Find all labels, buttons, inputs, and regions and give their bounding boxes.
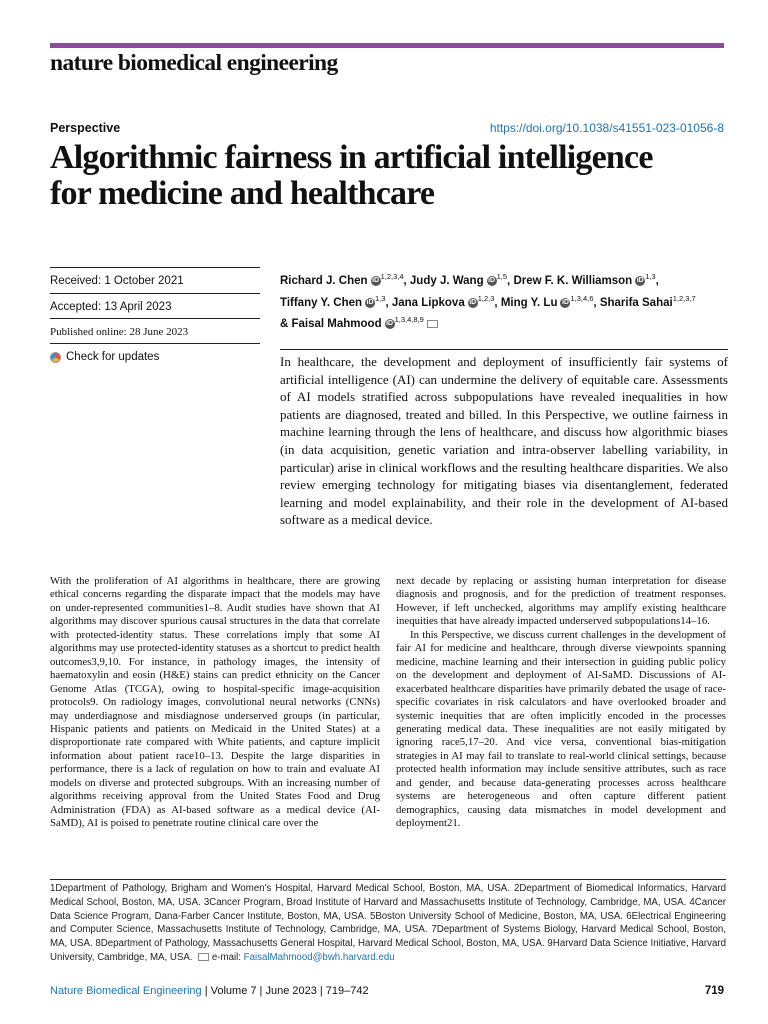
accepted-date: Accepted: 13 April 2023 bbox=[50, 293, 260, 313]
title-line-2: for medicine and healthcare bbox=[50, 175, 435, 212]
author[interactable]: Jana Lipkova iD $^{1,2,3}$, bbox=[391, 293, 498, 309]
article-type: Perspective bbox=[50, 121, 121, 135]
title-line-1: Algorithmic fairness in artificial intelligence bbox=[50, 139, 653, 176]
email-link[interactable]: FaisalMahmood@bwh.harvard.edu bbox=[243, 951, 395, 963]
affiliations-text: 1Department of Pathology, Brigham and Women's Hospital, Harvard Medical School, Boston, MA, USA. 2Department of Biomedical Informatics, Harvard Medical School, Boston, MA, USA. 3Cancer Program, Broad Institute of Harvard and Massachusetts Institute of Technology, Cambridge, MA, USA. 4Cancer Data Science Program, Dana-Farber Cancer Institute, Boston, MA, USA. 5Boston University School of Medicine, Boston, MA, USA. 6Electrical Engineering and Computer Science, Massachusetts Institute of Technology, Cambridge, MA, USA. 7Department of Systems Biology, Harvard Medical School, Boston, MA, USA. 8Department of Pathology, Massachusetts General Hospital, Harvard Medical School, Boston, MA, USA. 9Harvard Data Science Initiative, Harvard University, Cambridge, MA, USA. bbox=[50, 883, 726, 963]
footer-issue: | Volume 7 | June 2023 | 719–742 bbox=[201, 985, 369, 997]
email-label: e-mail: bbox=[211, 951, 241, 963]
corresponding-author[interactable]: & Faisal Mahmood iD $^{1,3,4,8,9}$ bbox=[280, 318, 438, 330]
page-footer bbox=[50, 985, 369, 997]
footer-journal-link[interactable]: Nature Biomedical Engineering bbox=[50, 985, 202, 997]
author[interactable]: Tiffany Y. Chen iD $^{1,3}$, bbox=[280, 293, 389, 309]
body-paragraph: In this Perspective, we discuss current challenges in the development of fair AI for medicine and healthcare, through diverse viewpoints spanning medicine, machine learning and their intersection in guiding public policy on the development and deployment of AI-SaMD. Discussions of AI-exacerbated healthcare disparities have primarily debated the usage of race-specific covariates in risk calculators and have overlooked broader and systemic inequities that are often implicitly encoded in the processes generating medical data. These inequalities are not easily mitigated by ignoring race5,17–20. And vice versa, conventional bias-mitigation strategies in AI may fail to translate to real-world clinical settings, because protected health information may include sensitive attributes, such as race and gender, and because data-generating processes across healthcare systems are heterogeneous and often capture different patient demographics, causing data mismatches in model development and deployment21. bbox=[396, 628, 726, 830]
email-envelope-icon[interactable] bbox=[427, 320, 438, 328]
published-date: Published online: 28 June 2023 bbox=[50, 318, 260, 338]
body-paragraph: With the proliferation of AI algorithms in healthcare, there are growing ethical concerns regarding the disparate impact that the models may have on under-represented communities1–8. Audit studies have shown that AI algorithms may discover spurious causal structures in the data that correlate with protected-identity status. These correlations imply that some AI algorithms may use protected-identity statuses as a shortcut to predict health outcomes3,9,10. For instance, in pathology images, the intensity of haematoxylin and eosin (H&E) stains can predict ethnicity on the Cancer Genome Atlas (TCGA), owing to hospital-specific image-acquisition protocols9. On radiology images, convolutional neural networks (CNNs) may underdiagnose and misdiagnose underserved groups (in particular, Hispanic patients and patients on Medicaid in the United States) at a disproportionate rate compared with White patients, and capture implicit information about patient race10–13. Despite the large disparities in performance, there is a lack of regulation on how to train and evaluate AI models on diverse and protected subgroups. With an increasing number of algorithms receiving approval from the United States Food and Drug Administration (FDA) as AI-based software as a medical device (AI-SaMD), AI is poised to penetrate routine clinical care over the bbox=[50, 575, 380, 830]
email-icon bbox=[198, 953, 209, 961]
author[interactable]: Ming Y. Lu iD $^{1,3,4,6}$, bbox=[500, 293, 597, 309]
page-number: 719 bbox=[704, 985, 724, 997]
check-updates-label: Check for updates bbox=[66, 351, 160, 363]
affiliations bbox=[50, 879, 726, 965]
author-list bbox=[280, 268, 730, 333]
author[interactable]: Judy J. Wang iD $^{1,5}$, bbox=[409, 272, 511, 287]
journal-logo: nature biomedical engineering bbox=[50, 50, 338, 76]
received-date: Received: 1 October 2021 bbox=[50, 267, 260, 287]
author[interactable]: Richard J. Chen iD $^{1,2,3,4}$, bbox=[280, 272, 407, 287]
author[interactable]: Sharifa Sahai$^{1,2,3,7}$ bbox=[599, 293, 696, 309]
orcid-icon[interactable]: iD bbox=[488, 276, 496, 284]
author-line-1 bbox=[280, 268, 730, 290]
doi-link[interactable]: https://doi.org/10.1038/s41551-023-01056-8 bbox=[489, 121, 724, 135]
orcid-icon[interactable]: iD bbox=[469, 298, 477, 306]
author-line-3 bbox=[280, 312, 730, 334]
orcid-icon[interactable]: iD bbox=[366, 298, 374, 306]
journal-color-bar bbox=[50, 43, 724, 48]
orcid-icon[interactable]: iD bbox=[561, 298, 569, 306]
check-updates-button[interactable] bbox=[50, 343, 260, 363]
body-paragraph: next decade by replacing or assisting human interpretation for disease diagnosis and prognosis, and for the prediction of treatment responses. However, if left unchecked, algorithms may amplify existing healthcare inequities that have already impacted underserved subpopulations14–16. bbox=[396, 575, 726, 628]
orcid-icon[interactable]: iD bbox=[372, 276, 380, 284]
body-column-left bbox=[50, 575, 380, 857]
check-updates-icon bbox=[50, 352, 61, 363]
orcid-icon[interactable]: iD bbox=[386, 320, 394, 328]
orcid-icon[interactable]: iD bbox=[636, 276, 644, 284]
author-line-2 bbox=[280, 290, 730, 312]
abstract: In healthcare, the development and deployment of insufficiently fair systems of artificial intelligence (AI) can undermine the delivery of equitable care. Assessments of AI models stratified across subpopulations have revealed inequalities in how patients are diagnosed, treated and billed. In this Perspective, we outline fairness in machine learning through the lens of healthcare, and discuss how algorithmic biases (in data acquisition, genetic variation and intra-observer labelling variability, in particular) arise in clinical workflows and the resulting healthcare disparities. We also review emerging technology for mitigating biases via disentanglement, federated learning and model explainability, and their role in the development of AI-based software as a medical device. bbox=[280, 349, 728, 545]
article-title bbox=[50, 140, 740, 212]
body-column-right bbox=[396, 575, 726, 857]
author[interactable]: Drew F. K. Williamson iD $^{1,3}$, bbox=[513, 272, 659, 287]
